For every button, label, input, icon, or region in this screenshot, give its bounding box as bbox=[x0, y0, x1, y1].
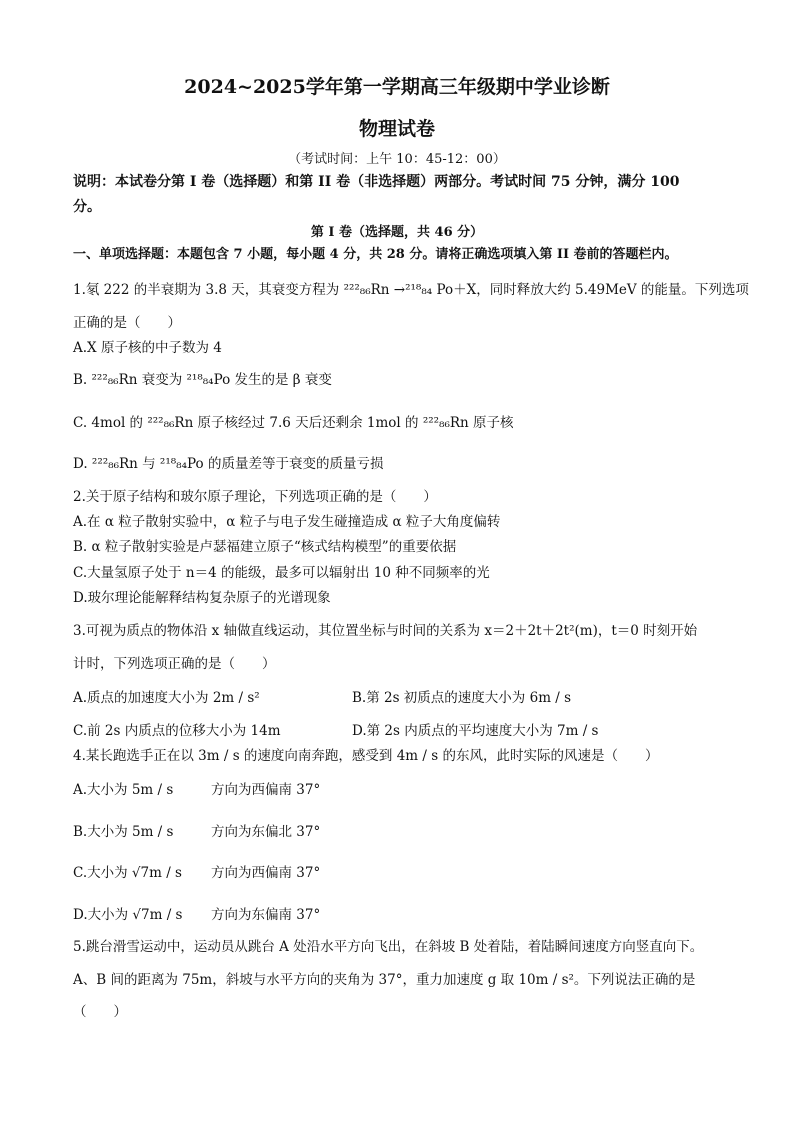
q4-option-d-direction: 方向为东偏南 37° bbox=[211, 907, 321, 923]
q2-option-c: C.大量氢原子处于 n＝4 的能级，最多可以辐射出 10 种不同频率的光 bbox=[73, 565, 490, 581]
exam-title: 2024~2025学年第一学期高三年级期中学业诊断 bbox=[184, 76, 610, 98]
q1-option-d: D. ²²²₈₆Rn 与 ²¹⁸₈₄Po 的质量差等于衰变的质量亏损 bbox=[73, 456, 384, 472]
q4-option-d-size: D.大小为 √7m / s bbox=[73, 907, 183, 923]
q3-stem-line-1: 3.可视为质点的物体沿 x 轴做直线运动，其位置坐标与时间的关系为 x＝2＋2t＋2t²(m)，t＝0 时刻开始 bbox=[73, 623, 698, 639]
q5-stem-line-1: 5.跳台滑雪运动中，运动员从跳台 A 处沿水平方向飞出，在斜坡 B 处着陆，着陆瞬间速度方向竖直向下。 bbox=[73, 939, 704, 955]
q2-stem: 2.关于原子结构和玻尔原子理论，下列选项正确的是（ ） bbox=[73, 489, 437, 505]
exam-time: （考试时间：上午 10：45-12：00） bbox=[288, 152, 506, 167]
q4-option-a-direction: 方向为西偏南 37° bbox=[211, 782, 321, 798]
q2-option-b: B. α 粒子散射实验是卢瑟福建立原子“核式结构模型”的重要依据 bbox=[73, 539, 457, 555]
q4-stem: 4.某长跑选手正在以 3m / s 的速度向南奔跑，感受到 4m / s 的东风，此时实际的风速是（ ） bbox=[73, 748, 659, 764]
q1-option-a: A.X 原子核的中子数为 4 bbox=[73, 340, 222, 356]
q3-option-b: B.第 2s 初质点的速度大小为 6m / s bbox=[352, 690, 572, 706]
q2-option-d: D.玻尔理论能解释结构复杂原子的光谱现象 bbox=[73, 590, 331, 606]
q3-option-a: A.质点的加速度大小为 2m / s² bbox=[73, 690, 260, 706]
q1-stem-line-2: 正确的是（ ） bbox=[73, 315, 181, 331]
instructions-line-2: 分。 bbox=[73, 199, 101, 215]
q4-option-a-size: A.大小为 5m / s bbox=[73, 782, 174, 798]
q1-option-b: B. ²²²₈₆Rn 衰变为 ²¹⁸₈₄Po 发生的是 β 衰变 bbox=[73, 372, 332, 388]
instructions-line-1: 说明：本试卷分第 I 卷（选择题）和第 II 卷（非选择题）两部分。考试时间 75 分钟，满分 100 bbox=[73, 174, 680, 190]
q3-option-c: C.前 2s 内质点的位移大小为 14m bbox=[73, 723, 281, 739]
q3-option-d: D.第 2s 内质点的平均速度大小为 7m / s bbox=[352, 723, 599, 739]
q4-option-b-size: B.大小为 5m / s bbox=[73, 824, 174, 840]
q1-option-c: C. 4mol 的 ²²²₈₆Rn 原子核经过 7.6 天后还剩余 1mol 的 ²²²₈₆Rn 原子核 bbox=[73, 415, 514, 431]
q2-option-a: A.在 α 粒子散射实验中，α 粒子与电子发生碰撞造成 α 粒子大角度偏转 bbox=[73, 514, 501, 530]
q5-stem-line-2: A、B 间的距离为 75m，斜坡与水平方向的夹角为 37°，重力加速度 g 取 10m / s²。下列说法正确的是 bbox=[73, 972, 696, 988]
q4-option-c-size: C.大小为 √7m / s bbox=[73, 865, 182, 881]
q4-option-b-direction: 方向为东偏北 37° bbox=[211, 824, 321, 840]
q1-stem-line-1: 1.氡 222 的半衰期为 3.8 天，其衰变方程为 ²²²₈₆Rn →²¹⁸₈₄ Po＋X，同时释放大约 5.49MeV 的能量。下列选项 bbox=[73, 282, 749, 298]
subject-title: 物理试卷 bbox=[358, 118, 435, 140]
part-one-heading: 一、单项选择题：本题包含 7 小题，每小题 4 分，共 28 分。请将正确选项填入第 II 卷前的答题栏内。 bbox=[73, 247, 678, 262]
q3-stem-line-2: 计时，下列选项正确的是（ ） bbox=[73, 656, 276, 672]
section-title: 第 I 卷（选择题，共 46 分） bbox=[310, 225, 484, 240]
q4-option-c-direction: 方向为西偏南 37° bbox=[211, 865, 321, 881]
q5-stem-line-3: （ ） bbox=[73, 1004, 127, 1020]
